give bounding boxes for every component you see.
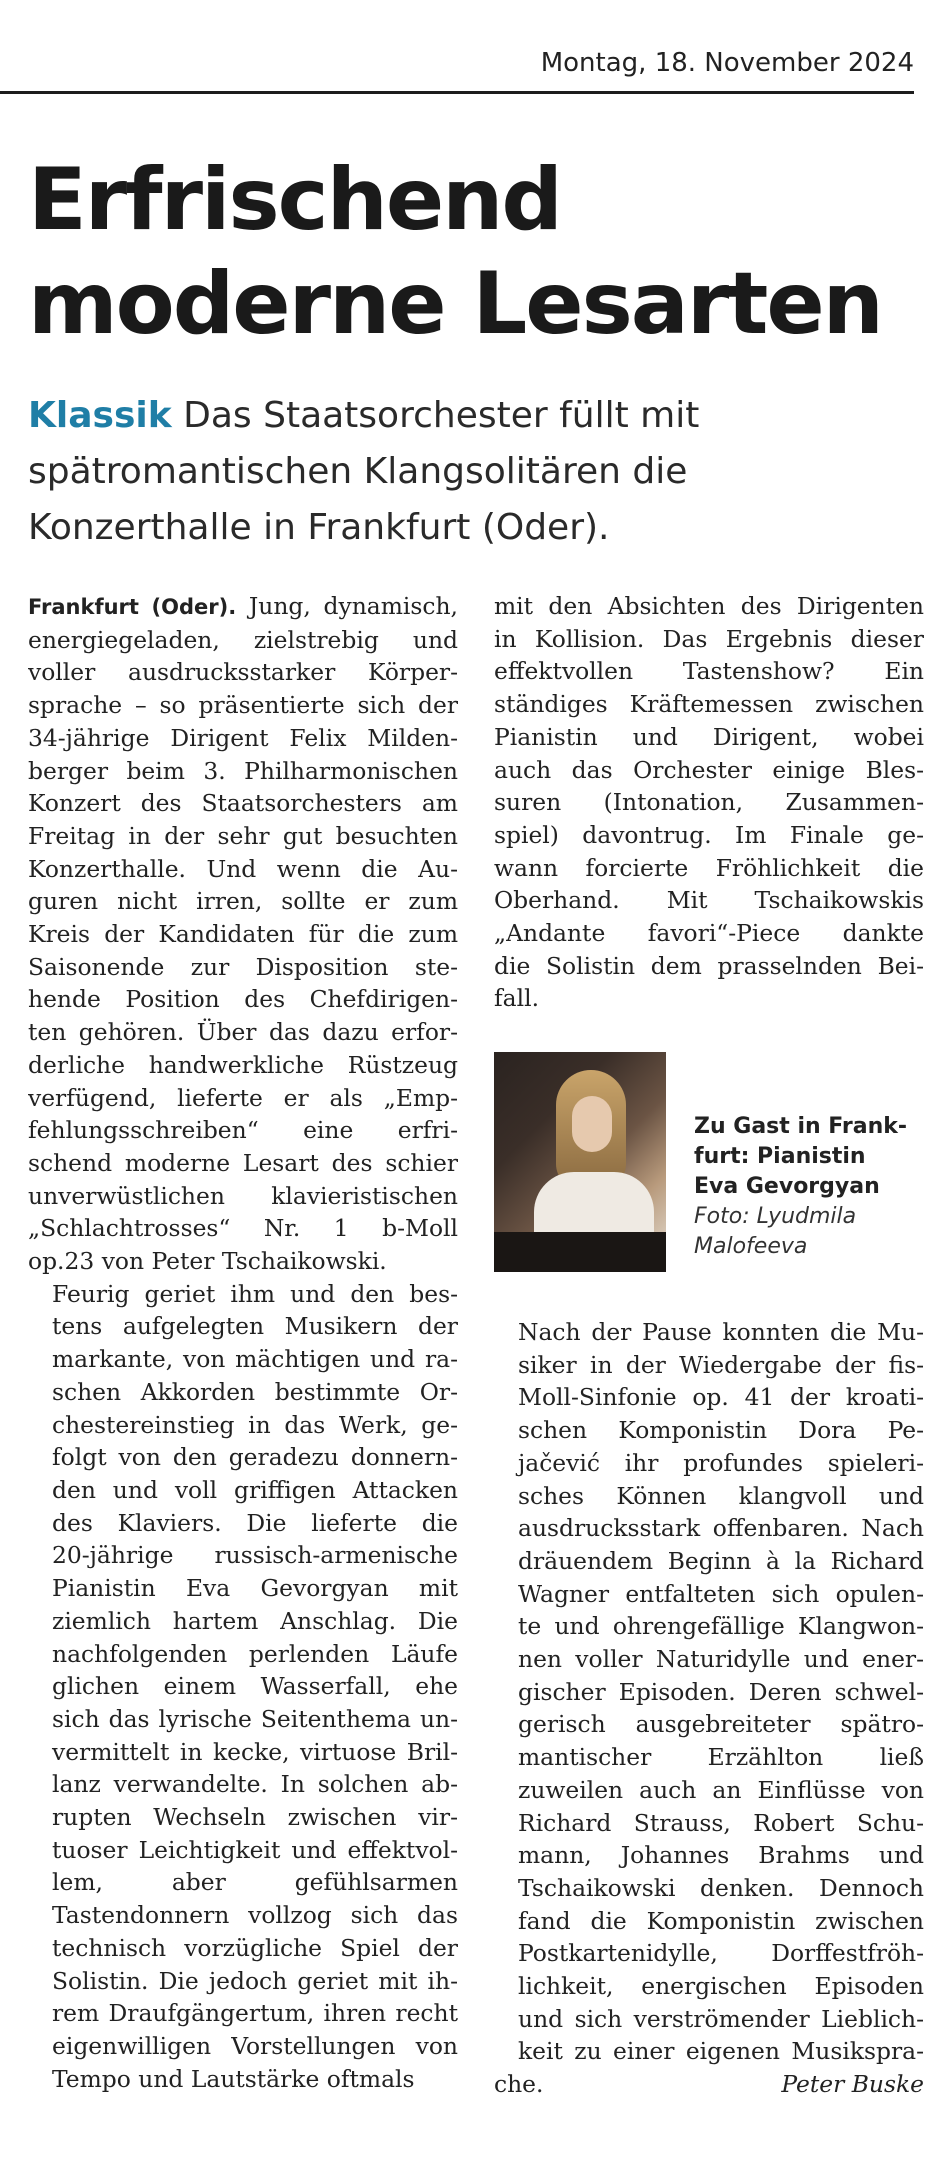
text-line: verfügend, lieferte er als „Emp- (28, 1083, 458, 1112)
photo-credit (694, 1202, 924, 1262)
text-line: hende Position des Chefdirigen- (28, 985, 458, 1014)
text-line: technisch vorzügliche Spiel der (52, 1933, 458, 1962)
subhead-text: Das Staatsorchester füllt mit (171, 395, 700, 436)
text-line: fehlungsschreiben“ eine erfri- (28, 1116, 458, 1145)
text-line: op.23 von Peter Tschaikowski. (28, 1247, 387, 1276)
text-line: „Andante favori“-Piece dankte (494, 919, 924, 948)
text-line: te und ohrengefällige Klangwon- (518, 1612, 924, 1641)
text-line: lanz verwandelte. In solchen ab- (52, 1770, 458, 1799)
headline (28, 148, 908, 356)
paragraph (494, 1316, 924, 2068)
text-line: tuoser Leichtigkeit und effektvol- (52, 1835, 458, 1864)
column-right-bottom (494, 1316, 924, 2101)
text-line: und sich verströmender Lieblich- (518, 2004, 924, 2033)
issue-date: Montag, 18. November 2024 (540, 48, 914, 78)
text-line: gischer Episoden. Deren schwel- (518, 1677, 924, 1706)
author: Peter Buske (781, 2070, 924, 2099)
credit-line: Malofeeva (694, 1234, 808, 1259)
text-line: sprache – so präsentierte sich der (28, 691, 458, 720)
text-line: effektvollen Tastenshow? Ein (494, 657, 924, 686)
column-right-top (494, 590, 924, 1015)
text-line: ziemlich hartem Anschlag. Die (52, 1606, 458, 1635)
text-line: Solistin. Die jedoch geriet mit ih- (52, 1966, 458, 1995)
top-rule (0, 91, 914, 94)
text-line: fall. (494, 984, 539, 1013)
text-line: Pianistin und Dirigent, wobei (494, 722, 924, 751)
text-line: 34-jährige Dirigent Felix Milden- (28, 723, 458, 752)
text-line: 20-jährige russisch-armenische (52, 1541, 458, 1570)
text-line: mantischer Erzählton ließ (518, 1743, 924, 1772)
text-line: auch das Orchester einige Bles- (494, 755, 924, 784)
text-line: ständiges Kräftemessen zwischen (494, 690, 924, 719)
headline-line: moderne Lesarten (28, 254, 882, 354)
text-line: mit den Absichten des Dirigenten (494, 592, 924, 620)
text-line: Tempo und Lautstärke oftmals (52, 2064, 415, 2093)
text-line: berger beim 3. Philharmonischen (28, 756, 458, 785)
text-line: Oberhand. Mit Tschaikowskis (494, 886, 924, 915)
text-line: Saisonende zur Disposition ste- (28, 952, 458, 981)
photo-caption (694, 1112, 924, 1262)
text-line: markante, von mächtigen und ra- (52, 1345, 458, 1374)
text-line: lichkeit, energischen Episoden (518, 1972, 924, 2001)
text-line: rupten Wechseln zwischen vir- (52, 1803, 458, 1832)
text-line: schend moderne Lesart des schier (28, 1148, 458, 1177)
text-line: Tastendonnern vollzog sich das (52, 1901, 458, 1930)
text-line: Tschaikowski denken. Dennoch (518, 1873, 924, 1902)
photo-piano (494, 1232, 666, 1272)
caption-line: Eva Gevorgyan (694, 1174, 880, 1199)
text-line: Richard Strauss, Robert Schu- (518, 1808, 924, 1837)
text-line: ausdrucksstark offenbaren. Nach (518, 1514, 924, 1543)
caption-title (694, 1112, 924, 1202)
text-line: des Klaviers. Die lieferte die (52, 1508, 458, 1537)
photo-face (572, 1096, 612, 1152)
text-line: spiel) davontrug. Im Finale ge- (494, 820, 924, 849)
text-line: Feurig geriet ihm und den bes- (52, 1279, 458, 1308)
text-line: Moll-Sinfonie op. 41 der kroati- (518, 1383, 924, 1412)
text-line: folgt von den geradezu donnern- (52, 1443, 458, 1472)
text-line: nachfolgenden perlenden Läufe (52, 1639, 458, 1668)
text-line: vermittelt in kecke, virtuose Bril- (52, 1737, 458, 1766)
text-line: schen Komponistin Dora Pe- (518, 1416, 924, 1445)
paragraph (28, 1278, 458, 2096)
text-line: jačević ihr profundes spieleri- (518, 1448, 924, 1477)
subheadline (28, 388, 908, 556)
text-line: siker in der Wiedergabe der fis- (518, 1350, 924, 1379)
caption-line: furt: Pianistin (694, 1144, 866, 1169)
text-line: Konzert des Staatsorchesters am (28, 789, 458, 818)
text-line: Kreis der Kandidaten für die zum (28, 920, 458, 949)
paragraph-end (494, 2068, 924, 2101)
text-line: unverwüstlichen klavieristischen (28, 1181, 458, 1210)
text-line: fand die Komponistin zwischen (518, 1906, 924, 1935)
last-line: che. (494, 2070, 544, 2099)
text-line: wann forcierte Fröhlichkeit die (494, 853, 924, 882)
text-line: sches Können klangvoll und (518, 1481, 924, 1510)
text-line: Nach der Pause konnten die Mu- (518, 1318, 924, 1346)
text-line: tens aufgelegten Musikern der (52, 1312, 458, 1341)
text-line: chestereinstieg in das Werk, ge- (52, 1410, 458, 1439)
text-line: Postkartenidylle, Dorffestfröh- (518, 1939, 924, 1968)
dateline-location: Frankfurt (Oder). (28, 595, 237, 619)
text-line: energiegeladen, zielstrebig und (28, 625, 458, 654)
text-line: „Schlachtrosses“ Nr. 1 b-Moll (28, 1214, 458, 1243)
text-line: Pianistin Eva Gevorgyan mit (52, 1574, 458, 1603)
text-line: glichen einem Wasserfall, ehe (52, 1672, 458, 1701)
text-line: in Kollision. Das Ergebnis dieser (494, 624, 924, 653)
text-line: schen Akkorden bestimmte Or- (52, 1377, 458, 1406)
text-line: Konzerthalle. Und wenn die Au- (28, 854, 458, 883)
subhead-line: Konzerthalle in Frankfurt (Oder). (28, 507, 610, 548)
text-line: Wagner entfalteten sich opulen- (518, 1579, 924, 1608)
pianist-photo (494, 1052, 666, 1272)
credit-line: Foto: Lyudmila (694, 1204, 857, 1229)
text-line: suren (Intonation, Zusammen- (494, 788, 924, 817)
paragraph (28, 590, 458, 1278)
text-line: voller ausdrucksstarker Körper- (28, 658, 458, 687)
text-line: eigenwilligen Vorstellungen von (52, 2031, 458, 2060)
text-line: nen voller Naturidylle und ener- (518, 1645, 924, 1674)
text-line: zuweilen auch an Einflüsse von (518, 1775, 924, 1804)
text-line: mann, Johannes Brahms und (518, 1841, 924, 1870)
text-line: den und voll griffigen Attacken (52, 1475, 458, 1504)
text-line: lem, aber gefühlsarmen (52, 1868, 458, 1897)
kicker: Klassik (28, 395, 172, 436)
text-line: Frankfurt (Oder). Jung, dynamisch, (28, 592, 458, 620)
text-line: die Solistin dem prasselnden Bei- (494, 951, 924, 980)
text-line: keit zu einer eigenen Musikspra- (518, 2037, 924, 2066)
text-line: Freitag in der sehr gut besuchten (28, 821, 458, 850)
text-line: ten gehören. Über das dazu erfor- (28, 1018, 458, 1047)
caption-line: Zu Gast in Frank- (694, 1114, 908, 1139)
text-line: gerisch ausgebreiteter spätro- (518, 1710, 924, 1739)
column-left (28, 590, 458, 2095)
subhead-line (28, 388, 908, 444)
text-line: sich das lyrische Seitenthema un- (52, 1704, 458, 1733)
paragraph (494, 590, 924, 1015)
text-line: dräuendem Beginn à la Richard (518, 1546, 924, 1575)
text-line: guren nicht irren, sollte er zum (28, 887, 458, 916)
headline-line: Erfrischend (28, 150, 561, 250)
subhead-line: spätromantischen Klangsolitären die (28, 451, 688, 492)
text-line: derliche handwerkliche Rüstzeug (28, 1050, 458, 1079)
text-line: rem Draufgängertum, ihren recht (52, 1999, 458, 2028)
